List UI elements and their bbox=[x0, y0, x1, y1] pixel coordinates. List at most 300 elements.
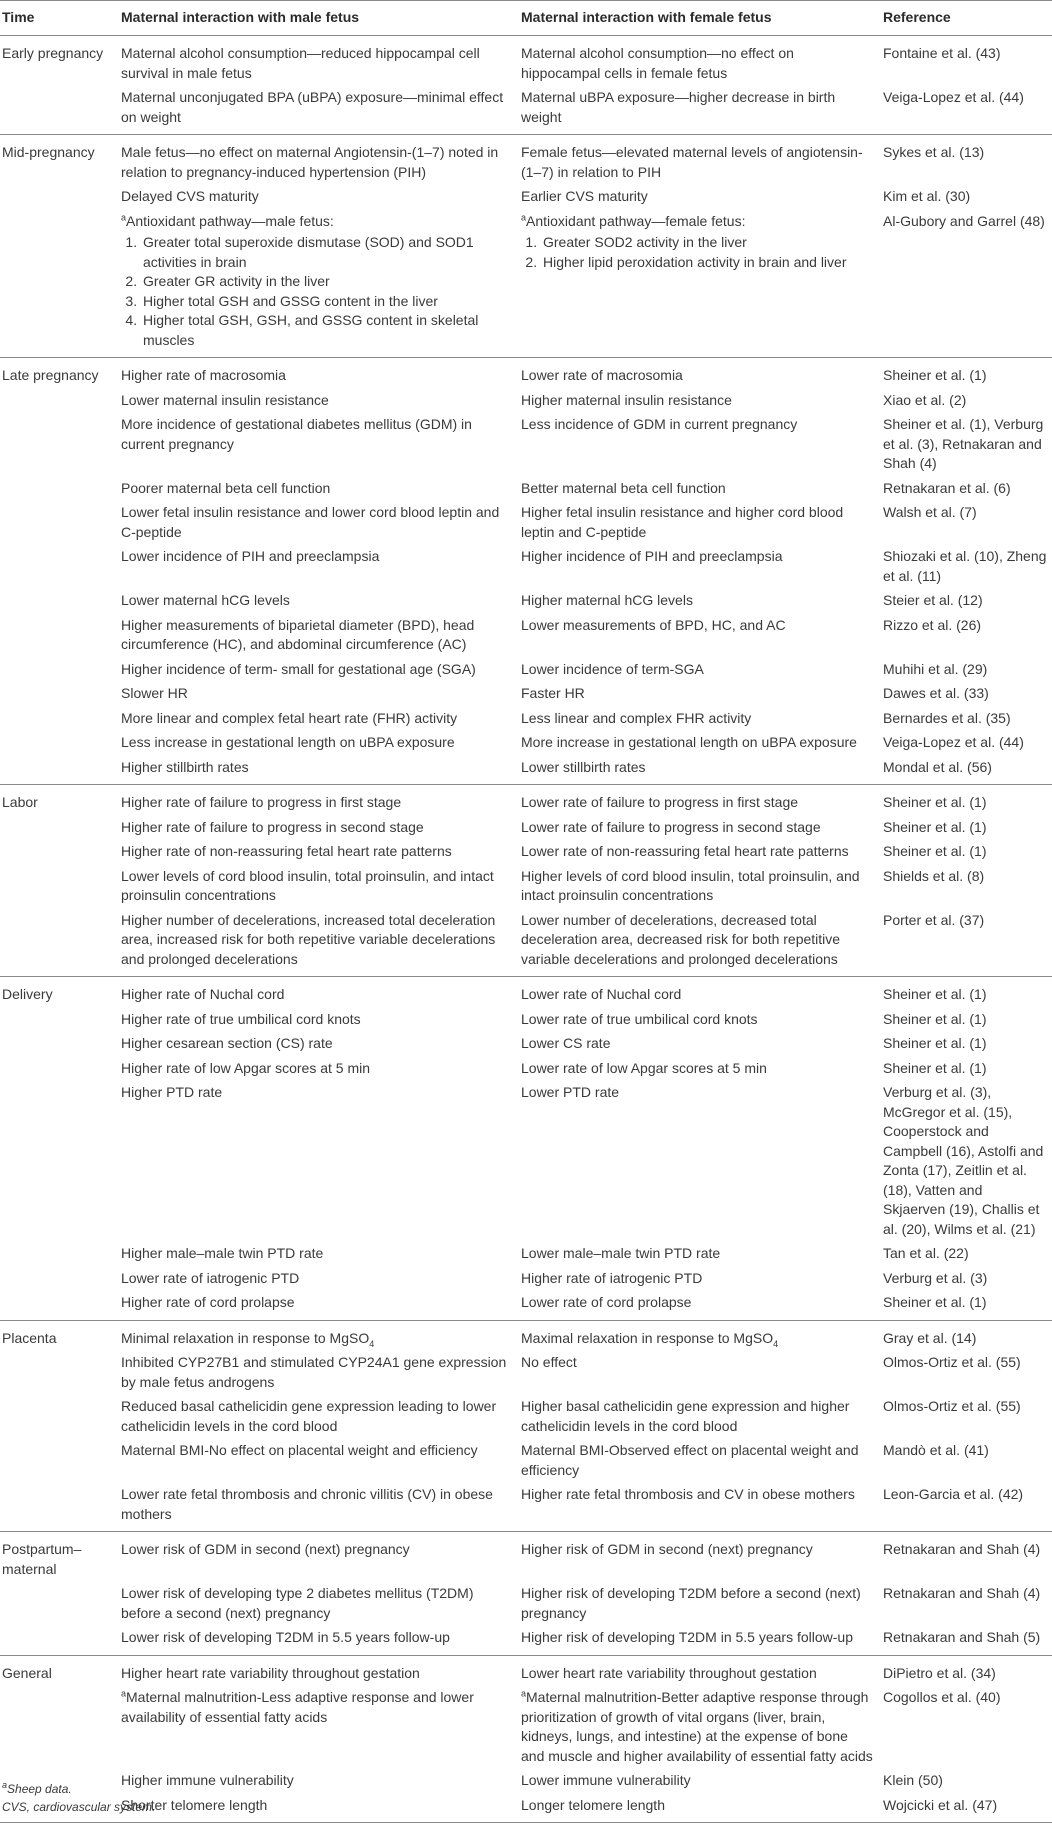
male-fetus-cell bbox=[117, 1626, 517, 1655]
male-fetus-text: Lower rate fetal thrombosis and chronic villitis (CV) in obese mothers bbox=[121, 1486, 493, 1522]
table-row bbox=[0, 36, 1052, 87]
table-row bbox=[0, 1395, 1052, 1439]
female-fetus-cell bbox=[517, 1320, 879, 1351]
female-fetus-cell bbox=[517, 545, 879, 589]
female-fetus-text: Lower rate of failure to progress in first stage bbox=[521, 794, 799, 810]
male-fetus-cell bbox=[117, 1351, 517, 1395]
female-fetus-cell bbox=[517, 682, 879, 707]
male-fetus-text: Higher stillbirth rates bbox=[121, 758, 249, 775]
female-fetus-text: Higher incidence of PIH and preeclampsia bbox=[521, 548, 783, 564]
table-row bbox=[0, 1351, 1052, 1395]
male-fetus-text: Lower risk of developing T2DM in 5.5 years follow-up bbox=[121, 1629, 450, 1645]
male-fetus-cell bbox=[117, 1686, 517, 1769]
reference-cell: DiPietro et al. (34) bbox=[883, 1664, 996, 1681]
reference-cell: Xiao et al. (2) bbox=[883, 391, 967, 408]
female-fetus-cell bbox=[517, 1532, 879, 1583]
time-cell: General bbox=[2, 1664, 52, 1681]
female-fetus-text: Lower rate of failure to progress in second stage bbox=[521, 818, 821, 835]
male-fetus-text: Higher cesarean section (CS) rate bbox=[121, 1035, 333, 1051]
female-fetus-text: Earlier CVS maturity bbox=[521, 188, 648, 204]
table-row bbox=[0, 909, 1052, 977]
time-cell bbox=[0, 1081, 117, 1242]
female-fetus-cell bbox=[517, 589, 879, 614]
female-fetus-text: Higher rate of iatrogenic PTD bbox=[521, 1269, 703, 1286]
male-fetus-cell bbox=[117, 477, 517, 502]
female-fetus-cell bbox=[517, 1794, 879, 1823]
table-row bbox=[0, 358, 1052, 389]
female-fetus-text: Antioxidant pathway—female fetus: bbox=[526, 212, 746, 229]
female-fetus-cell bbox=[517, 840, 879, 865]
table-row bbox=[0, 731, 1052, 756]
reference-cell: Sheiner et al. (1) bbox=[883, 1059, 987, 1076]
time-cell bbox=[0, 413, 117, 477]
female-fetus-cell bbox=[517, 1483, 879, 1532]
table-row bbox=[0, 658, 1052, 683]
female-fetus-cell bbox=[517, 731, 879, 756]
male-fetus-cell bbox=[117, 1291, 517, 1320]
reference-cell: Walsh et al. (7) bbox=[883, 504, 977, 520]
table-row bbox=[0, 1267, 1052, 1292]
male-fetus-cell bbox=[117, 816, 517, 841]
list-item: 2. Higher lipid peroxidation activity in brain and liver bbox=[541, 253, 875, 273]
time-cell bbox=[0, 1626, 117, 1655]
female-fetus-text: Lower rate of low Apgar scores at 5 min bbox=[521, 1059, 767, 1076]
time-cell bbox=[0, 1291, 117, 1320]
female-fetus-cell bbox=[517, 389, 879, 414]
female-fetus-cell bbox=[517, 413, 879, 477]
male-fetus-cell bbox=[117, 977, 517, 1008]
reference-cell: Retnakaran and Shah (4) bbox=[883, 1541, 1041, 1557]
female-fetus-text: Maternal malnutrition-Better adaptive response through prioritization of growth of vital organs (liver, brain, kidneys, lungs, and intestine) at the expense of bone and muscle and higher availability of essential fatty acids bbox=[521, 1689, 873, 1764]
male-fetus-text: Maternal malnutrition-Less adaptive response and lower availability of essential fatty acids bbox=[121, 1689, 474, 1725]
male-fetus-cell bbox=[117, 1794, 517, 1823]
female-fetus-cell bbox=[517, 785, 879, 816]
table-row bbox=[0, 210, 1052, 358]
female-fetus-cell bbox=[517, 865, 879, 909]
female-fetus-cell bbox=[517, 86, 879, 135]
footnote-marker: a bbox=[121, 1688, 127, 1699]
table-row bbox=[0, 865, 1052, 909]
male-fetus-cell bbox=[117, 545, 517, 589]
female-fetus-text: Higher maternal insulin resistance bbox=[521, 391, 732, 408]
footnote-marker: a bbox=[121, 211, 127, 222]
table-row bbox=[0, 1242, 1052, 1267]
male-fetus-cell bbox=[117, 501, 517, 545]
male-fetus-text: Lower maternal insulin resistance bbox=[121, 391, 329, 408]
male-fetus-cell bbox=[117, 86, 517, 135]
male-fetus-text: Higher heart rate variability throughout gestation bbox=[121, 1664, 420, 1681]
female-fetus-text: Maternal uBPA exposure—higher decrease in birth weight bbox=[521, 89, 836, 125]
male-fetus-text: Higher rate of low Apgar scores at 5 min bbox=[121, 1059, 371, 1076]
time-cell: Placenta bbox=[2, 1329, 57, 1346]
time-cell bbox=[0, 589, 117, 614]
reference-cell: Sheiner et al. (1), Verburg et al. (3), Retnakaran and Shah (4) bbox=[883, 416, 1044, 471]
female-fetus-text: Higher fetal insulin resistance and higher cord blood leptin and C-peptide bbox=[521, 504, 844, 540]
footnote-marker: a bbox=[2, 1780, 8, 1790]
female-fetus-text: Lower immune vulnerability bbox=[521, 1772, 691, 1788]
time-cell bbox=[0, 1008, 117, 1033]
reference-cell: Sykes et al. (13) bbox=[883, 144, 985, 160]
reference-cell: Sheiner et al. (1) bbox=[879, 1291, 1052, 1320]
female-fetus-cell bbox=[517, 1686, 879, 1769]
male-fetus-cell bbox=[117, 658, 517, 683]
female-fetus-cell bbox=[517, 185, 879, 210]
male-fetus-cell bbox=[117, 909, 517, 977]
female-fetus-text: Lower incidence of term-SGA bbox=[521, 660, 704, 677]
male-fetus-text: Higher measurements of biparietal diameter (BPD), head circumference (HC), and abdominal circumference (AC) bbox=[121, 616, 475, 652]
time-cell bbox=[0, 1582, 117, 1626]
table-row bbox=[0, 1057, 1052, 1082]
reference-cell: Sheiner et al. (1) bbox=[883, 818, 987, 835]
male-fetus-cell bbox=[117, 36, 517, 87]
female-fetus-text: Female fetus—elevated maternal levels of angiotensin-(1–7) in relation to PIH bbox=[521, 144, 863, 180]
reference-cell: Retnakaran and Shah (5) bbox=[879, 1626, 1052, 1655]
female-fetus-text: Lower male–male twin PTD rate bbox=[521, 1245, 721, 1261]
reference-cell: Muhihi et al. (29) bbox=[883, 660, 988, 677]
male-fetus-cell bbox=[117, 1439, 517, 1483]
male-fetus-cell bbox=[117, 1081, 517, 1242]
table-row bbox=[0, 185, 1052, 210]
male-fetus-text: Less increase in gestational length on uBPA exposure bbox=[121, 734, 455, 750]
male-fetus-cell bbox=[117, 614, 517, 658]
table-row bbox=[0, 682, 1052, 707]
female-fetus-cell bbox=[517, 816, 879, 841]
female-fetus-text: Higher risk of GDM in second (next) pregnancy bbox=[521, 1541, 813, 1557]
time-cell bbox=[0, 1267, 117, 1292]
list-item: 2. Greater GR activity in the liver bbox=[141, 272, 513, 292]
female-fetus-cell bbox=[517, 909, 879, 977]
female-fetus-cell bbox=[517, 135, 879, 186]
male-fetus-text: Slower HR bbox=[121, 685, 188, 701]
reference-cell: Cogollos et al. (40) bbox=[883, 1689, 1001, 1705]
male-fetus-cell bbox=[117, 1483, 517, 1532]
male-fetus-cell bbox=[117, 589, 517, 614]
female-fetus-cell bbox=[517, 1057, 879, 1082]
table-row bbox=[0, 477, 1052, 502]
male-fetus-cell bbox=[117, 1242, 517, 1267]
male-fetus-text: Lower fetal insulin resistance and lower cord blood leptin and C-peptide bbox=[121, 504, 500, 540]
female-fetus-cell bbox=[517, 501, 879, 545]
female-fetus-cell bbox=[517, 1395, 879, 1439]
time-cell bbox=[0, 545, 117, 589]
table-row bbox=[0, 816, 1052, 841]
list-item: 4. Higher total GSH, GSH, and GSSG content in skeletal muscles bbox=[141, 311, 513, 350]
female-fetus-cell bbox=[517, 477, 879, 502]
male-fetus-cell bbox=[117, 389, 517, 414]
reference-cell: Sheiner et al. (1) bbox=[883, 1010, 987, 1027]
reference-cell: Rizzo et al. (26) bbox=[883, 616, 982, 633]
male-fetus-text: Reduced basal cathelicidin gene expression leading to lower cathelicidin levels in the cord blood bbox=[121, 1398, 497, 1434]
table-row bbox=[0, 1032, 1052, 1057]
time-cell bbox=[0, 1395, 117, 1439]
male-fetus-text: Higher number of decelerations, increased total deceleration area, increased risk for both repetitive variable decelerations and prolonged decelerations bbox=[121, 911, 496, 967]
male-fetus-cell bbox=[117, 682, 517, 707]
time-cell bbox=[0, 1439, 117, 1483]
time-cell bbox=[0, 1057, 117, 1082]
female-fetus-cell bbox=[517, 1439, 879, 1483]
female-fetus-text: Higher risk of developing T2DM before a second (next) pregnancy bbox=[521, 1585, 861, 1621]
time-cell bbox=[0, 210, 117, 358]
table-row bbox=[0, 1655, 1052, 1686]
male-fetus-cell bbox=[117, 1057, 517, 1082]
reference-cell: Mandò et al. (41) bbox=[883, 1442, 989, 1458]
male-fetus-text: Maternal BMI-No effect on placental weight and efficiency bbox=[121, 1442, 478, 1458]
time-cell bbox=[0, 389, 117, 414]
time-cell bbox=[0, 1242, 117, 1267]
footnote-cvs: CVS, cardiovascular system. bbox=[2, 1800, 156, 1814]
reference-cell: Steier et al. (12) bbox=[883, 592, 983, 608]
reference-cell: Mondal et al. (56) bbox=[879, 756, 1052, 785]
time-cell bbox=[0, 658, 117, 683]
time-cell: Late pregnancy bbox=[2, 367, 99, 383]
female-fetus-cell bbox=[517, 1351, 879, 1395]
time-cell bbox=[0, 614, 117, 658]
time-cell bbox=[0, 756, 117, 785]
table-row bbox=[0, 545, 1052, 589]
reference-cell: Retnakaran and Shah (4) bbox=[883, 1585, 1041, 1601]
reference-cell: Veiga-Lopez et al. (44) bbox=[883, 734, 1024, 750]
reference-cell: Olmos-Ortiz et al. (55) bbox=[883, 1354, 1021, 1370]
male-fetus-text: Maternal alcohol consumption—reduced hippocampal cell survival in male fetus bbox=[121, 45, 480, 81]
female-fetus-text: No effect bbox=[521, 1354, 577, 1370]
male-fetus-cell bbox=[117, 1395, 517, 1439]
list-item: 3. Higher total GSH and GSSG content in the liver bbox=[141, 292, 513, 312]
female-fetus-cell bbox=[517, 1655, 879, 1686]
reference-cell: Dawes et al. (33) bbox=[883, 685, 989, 701]
male-fetus-text: Inhibited CYP27B1 and stimulated CYP24A1 gene expression by male fetus androgens bbox=[121, 1354, 507, 1390]
female-fetus-cell bbox=[517, 1008, 879, 1033]
reference-cell: Shiozaki et al. (10), Zheng et al. (11) bbox=[883, 548, 1047, 584]
subscript: 4 bbox=[369, 1338, 375, 1349]
male-fetus-cell bbox=[117, 1320, 517, 1351]
time-cell: Early pregnancy bbox=[2, 45, 104, 61]
table-row bbox=[0, 1008, 1052, 1033]
male-fetus-text: Higher PTD rate bbox=[121, 1084, 223, 1100]
male-fetus-text: Male fetus—no effect on maternal Angiotensin-(1–7) noted in relation to pregnancy-induced hypertension (PIH) bbox=[121, 144, 499, 180]
table-row bbox=[0, 1582, 1052, 1626]
male-fetus-cell bbox=[117, 1008, 517, 1033]
female-fetus-cell bbox=[517, 707, 879, 732]
time-cell bbox=[0, 865, 117, 909]
male-fetus-cell bbox=[117, 135, 517, 186]
female-fetus-text: Lower heart rate variability throughout gestation bbox=[521, 1664, 817, 1681]
list-item: 1. Greater total superoxide dismutase (SOD) and SOD1 activities in brain bbox=[141, 233, 513, 272]
male-fetus-text: Higher rate of true umbilical cord knots bbox=[121, 1010, 361, 1027]
male-fetus-text: Higher rate of failure to progress in second stage bbox=[121, 818, 424, 835]
male-fetus-cell bbox=[117, 756, 517, 785]
male-fetus-text: Higher male–male twin PTD rate bbox=[121, 1245, 324, 1261]
female-fetus-cell bbox=[517, 1626, 879, 1655]
female-fetus-text: Maternal BMI-Observed effect on placental weight and efficiency bbox=[521, 1442, 859, 1478]
male-fetus-cell bbox=[117, 1267, 517, 1292]
table-row bbox=[0, 501, 1052, 545]
female-fetus-text: Less incidence of GDM in current pregnancy bbox=[521, 416, 798, 432]
list-item: 1. Greater SOD2 activity in the liver bbox=[541, 233, 875, 253]
male-fetus-text: Antioxidant pathway—male fetus: bbox=[126, 212, 334, 229]
table-row bbox=[0, 1320, 1052, 1351]
header-row bbox=[0, 1, 1052, 36]
female-antioxidant-list bbox=[521, 233, 875, 272]
time-cell: Labor bbox=[2, 794, 38, 810]
reference-cell: Gray et al. (14) bbox=[883, 1329, 977, 1346]
table-row bbox=[0, 840, 1052, 865]
header-reference: Reference bbox=[879, 1, 1052, 36]
time-cell: Mid-pregnancy bbox=[2, 144, 95, 160]
male-fetus-text: Higher rate of Nuchal cord bbox=[121, 986, 285, 1002]
time-cell bbox=[0, 816, 117, 841]
time-cell bbox=[0, 731, 117, 756]
male-antioxidant-list bbox=[121, 233, 513, 350]
table-body bbox=[0, 36, 1052, 1823]
female-fetus-text: Higher maternal hCG levels bbox=[521, 592, 693, 608]
male-fetus-text: Higher rate of macrosomia bbox=[121, 367, 286, 383]
male-fetus-cell bbox=[117, 185, 517, 210]
table-header bbox=[0, 1, 1052, 36]
female-fetus-text: Lower number of decelerations, decreased total deceleration area, decreased risk for both repetitive variable decelerations and prolonged decelerations bbox=[521, 911, 841, 967]
male-fetus-cell bbox=[117, 840, 517, 865]
subscript: 4 bbox=[773, 1338, 779, 1349]
time-cell bbox=[0, 1032, 117, 1057]
table-row bbox=[0, 1081, 1052, 1242]
footnote-marker: a bbox=[521, 1688, 527, 1699]
time-cell bbox=[0, 86, 117, 135]
table-row bbox=[0, 1769, 1052, 1794]
male-fetus-text: Lower incidence of PIH and preeclampsia bbox=[121, 548, 380, 564]
male-fetus-text: Delayed CVS maturity bbox=[121, 188, 259, 204]
time-cell bbox=[0, 501, 117, 545]
female-fetus-cell bbox=[517, 210, 879, 358]
table-row bbox=[0, 1291, 1052, 1320]
female-fetus-text: Higher levels of cord blood insulin, total proinsulin, and intact proinsulin concentrations bbox=[521, 867, 860, 903]
female-fetus-text: Higher rate fetal thrombosis and CV in obese mothers bbox=[521, 1486, 855, 1502]
male-fetus-text: Higher incidence of term- small for gestational age (SGA) bbox=[121, 660, 476, 677]
male-fetus-text: Lower risk of developing type 2 diabetes mellitus (T2DM) before a second (next) pregnancy bbox=[121, 1585, 474, 1621]
male-fetus-cell bbox=[117, 731, 517, 756]
time-cell bbox=[0, 1686, 117, 1769]
table-row bbox=[0, 1794, 1052, 1823]
female-fetus-text: Lower rate of true umbilical cord knots bbox=[521, 1010, 758, 1027]
reference-cell: Olmos-Ortiz et al. (55) bbox=[883, 1398, 1021, 1414]
female-fetus-text: Maximal relaxation in response to MgSO bbox=[521, 1329, 774, 1346]
female-fetus-text: Lower rate of macrosomia bbox=[521, 367, 683, 383]
reference-cell: Veiga-Lopez et al. (44) bbox=[879, 86, 1052, 135]
table-row bbox=[0, 756, 1052, 785]
reference-cell: Sheiner et al. (1) bbox=[883, 986, 987, 1002]
male-fetus-cell bbox=[117, 358, 517, 389]
female-fetus-cell bbox=[517, 658, 879, 683]
table-row bbox=[0, 589, 1052, 614]
female-fetus-text: Higher risk of developing T2DM in 5.5 years follow-up bbox=[521, 1629, 854, 1645]
female-fetus-text: More increase in gestational length on uBPA exposure bbox=[521, 734, 857, 750]
time-cell bbox=[0, 707, 117, 732]
time-cell bbox=[0, 682, 117, 707]
female-fetus-cell bbox=[517, 1032, 879, 1057]
reference-cell: Kim et al. (30) bbox=[883, 188, 971, 204]
female-fetus-text: Lower CS rate bbox=[521, 1035, 611, 1051]
female-fetus-cell bbox=[517, 1769, 879, 1794]
table-row bbox=[0, 389, 1052, 414]
male-fetus-cell bbox=[117, 1032, 517, 1057]
female-fetus-cell bbox=[517, 1081, 879, 1242]
male-fetus-cell bbox=[117, 1532, 517, 1583]
header-male-fetus: Maternal interaction with male fetus bbox=[117, 1, 517, 36]
male-fetus-text: Poorer maternal beta cell function bbox=[121, 479, 331, 496]
time-cell bbox=[0, 477, 117, 502]
female-fetus-text: Higher basal cathelicidin gene expression and higher cathelicidin levels in the cord blood bbox=[521, 1398, 850, 1434]
table-row bbox=[0, 1483, 1052, 1532]
reference-cell: Tan et al. (22) bbox=[883, 1245, 969, 1261]
male-fetus-cell bbox=[117, 413, 517, 477]
table-row bbox=[0, 413, 1052, 477]
male-fetus-text: Higher immune vulnerability bbox=[121, 1772, 294, 1788]
reference-cell: Verburg et al. (3) bbox=[883, 1269, 988, 1286]
male-fetus-text: Higher rate of failure to progress in first stage bbox=[121, 794, 402, 810]
female-fetus-cell bbox=[517, 1582, 879, 1626]
female-fetus-text: Lower rate of non-reassuring fetal heart rate patterns bbox=[521, 843, 849, 859]
table-row bbox=[0, 707, 1052, 732]
male-fetus-cell bbox=[117, 865, 517, 909]
female-fetus-cell bbox=[517, 756, 879, 785]
table-row bbox=[0, 1439, 1052, 1483]
female-fetus-cell bbox=[517, 36, 879, 87]
table-footnotes bbox=[2, 1780, 155, 1816]
female-fetus-text: Faster HR bbox=[521, 685, 585, 701]
footnote-sheep-text: Sheep data. bbox=[7, 1782, 72, 1796]
reference-cell: Wojcicki et al. (47) bbox=[879, 1794, 1052, 1823]
time-cell bbox=[0, 840, 117, 865]
male-fetus-text: Lower maternal hCG levels bbox=[121, 592, 290, 608]
female-fetus-text: Better maternal beta cell function bbox=[521, 479, 726, 496]
male-fetus-text: Lower rate of iatrogenic PTD bbox=[121, 1269, 300, 1286]
female-fetus-text: Lower rate of cord prolapse bbox=[521, 1294, 692, 1310]
time-cell bbox=[0, 1351, 117, 1395]
male-fetus-text: Shorter telomere length bbox=[121, 1796, 268, 1813]
header-time: Time bbox=[0, 1, 117, 36]
female-fetus-text: Lower PTD rate bbox=[521, 1084, 620, 1100]
reference-cell: Klein (50) bbox=[883, 1772, 943, 1788]
male-fetus-text: Higher rate of cord prolapse bbox=[121, 1294, 295, 1310]
reference-cell: Sheiner et al. (1) bbox=[883, 367, 987, 383]
male-fetus-cell bbox=[117, 785, 517, 816]
female-fetus-cell bbox=[517, 1267, 879, 1292]
female-fetus-text: Lower measurements of BPD, HC, and AC bbox=[521, 616, 786, 633]
female-fetus-text: Less linear and complex FHR activity bbox=[521, 709, 752, 726]
reference-cell: Al-Gubory and Garrel (48) bbox=[879, 210, 1052, 358]
female-fetus-cell bbox=[517, 977, 879, 1008]
male-fetus-text: Lower risk of GDM in second (next) pregnancy bbox=[121, 1541, 410, 1557]
male-fetus-cell bbox=[117, 210, 517, 358]
male-fetus-text: More incidence of gestational diabetes mellitus (GDM) in current pregnancy bbox=[121, 416, 472, 452]
female-fetus-text: Lower rate of Nuchal cord bbox=[521, 986, 682, 1002]
reference-cell: Verburg et al. (3), McGregor et al. (15), Cooperstock and Campbell (16), Astolfi and Zonta (17), Zeitlin et al. (18), Vatten and Skjaerven (19), Challis et al. (20), Wilms et al. (21) bbox=[883, 1084, 1044, 1237]
male-fetus-text: Maternal unconjugated BPA (uBPA) exposure—minimal effect on weight bbox=[121, 89, 504, 125]
male-fetus-cell bbox=[117, 707, 517, 732]
table-row bbox=[0, 785, 1052, 816]
footnote-sheep bbox=[2, 1780, 155, 1798]
female-fetus-text: Lower stillbirth rates bbox=[521, 758, 646, 775]
female-fetus-cell bbox=[517, 614, 879, 658]
female-fetus-cell bbox=[517, 358, 879, 389]
time-cell: Postpartum–maternal bbox=[2, 1541, 82, 1577]
footnote-marker: a bbox=[521, 211, 527, 222]
male-fetus-cell bbox=[117, 1655, 517, 1686]
male-fetus-cell bbox=[117, 1769, 517, 1794]
reference-cell: Retnakaran et al. (6) bbox=[883, 479, 1011, 496]
female-fetus-cell bbox=[517, 1242, 879, 1267]
reference-cell: Sheiner et al. (1) bbox=[883, 843, 987, 859]
table-row bbox=[0, 1686, 1052, 1769]
male-fetus-text: More linear and complex fetal heart rate (FHR) activity bbox=[121, 709, 458, 726]
